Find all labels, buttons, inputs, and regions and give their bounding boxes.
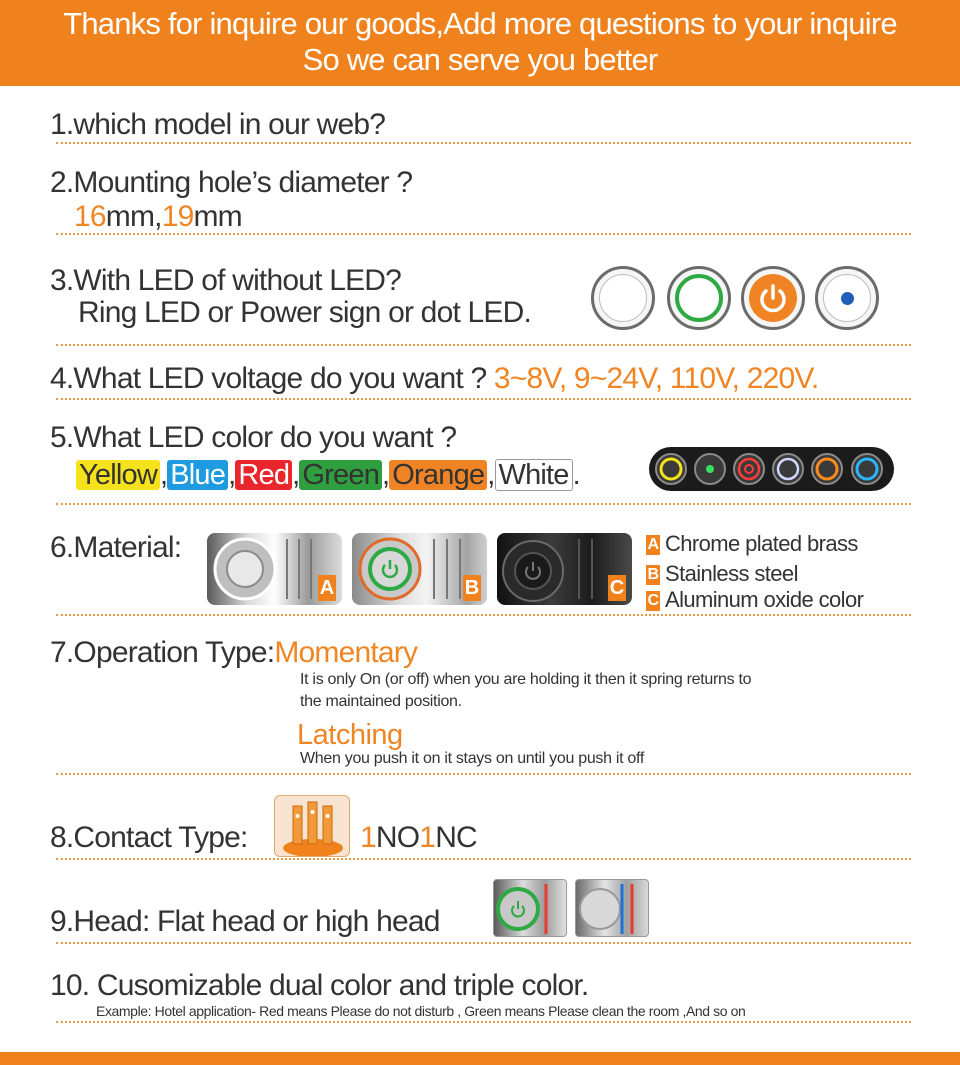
question-6: 6.Material:	[50, 531, 182, 564]
led-color-options	[76, 459, 580, 491]
latching-title: Latching	[297, 719, 403, 751]
divider	[56, 773, 911, 775]
nc-count: 1	[419, 821, 436, 854]
material-legend-a	[646, 531, 858, 557]
badge-a: A	[319, 577, 335, 599]
momentary-title: Momentary	[274, 636, 418, 669]
unit-1: mm,	[105, 200, 162, 233]
nc-label: NC	[435, 821, 477, 854]
no-count: 1	[360, 821, 376, 854]
color-white: White	[495, 459, 573, 491]
latching-description: When you push it on it stays on until you push it off	[300, 750, 645, 767]
flat-head-image	[493, 879, 567, 937]
high-head-image	[575, 879, 649, 937]
divider	[56, 503, 911, 505]
no-label: NO	[375, 821, 420, 854]
question-7-label: 7.Operation Type:	[50, 636, 275, 669]
color-yellow: Yellow	[76, 460, 160, 490]
color-orange: Orange	[389, 460, 487, 490]
question-4	[50, 364, 818, 394]
separator: ,	[159, 459, 168, 491]
separator: ,	[382, 459, 390, 491]
legend-letter-a: A	[647, 536, 659, 554]
material-legend-c	[646, 587, 863, 613]
legend-label-b: Stainless steel	[665, 561, 798, 586]
unit-2: mm	[193, 200, 242, 233]
led-color-samples-image	[649, 447, 894, 491]
color-green: Green	[299, 460, 382, 490]
divider	[56, 1021, 911, 1023]
badge-b: B	[464, 577, 480, 599]
size-19: 19	[161, 200, 194, 233]
footer-bar	[0, 1052, 960, 1065]
question-3-line-2: Ring LED or Power sign or dot LED.	[78, 296, 532, 329]
ring-led-icon	[667, 266, 731, 330]
color-blue: Blue	[167, 460, 228, 490]
momentary-description-2: the maintained position.	[300, 693, 462, 710]
material-b-image	[352, 533, 487, 605]
header-banner	[0, 0, 960, 86]
divider	[56, 942, 911, 944]
size-16: 16	[74, 200, 106, 233]
example-text: Example: Hotel application- Red means Please do not disturb , Green means Please clean the room ,And so on	[96, 1003, 746, 1019]
divider	[56, 142, 911, 144]
color-red: Red	[235, 460, 292, 490]
legend-label-c: Aluminum oxide color	[665, 587, 864, 612]
contact-terminals-image	[274, 795, 350, 857]
question-8: 8.Contact Type:	[50, 821, 248, 854]
legend-label-a: Chrome plated brass	[665, 531, 858, 556]
material-legend-b	[646, 561, 798, 587]
separator: ,	[292, 459, 300, 491]
separator: .	[572, 459, 580, 491]
question-7	[50, 638, 417, 668]
legend-letter-b: B	[647, 566, 659, 584]
separator: ,	[487, 459, 495, 491]
voltage-options: 3~8V, 9~24V, 110V, 220V.	[493, 362, 819, 395]
legend-letter-c: C	[647, 592, 659, 610]
divider	[56, 858, 911, 860]
material-a-image	[207, 533, 342, 605]
momentary-description-1: It is only On (or off) when you are holding it then it spring returns to	[300, 671, 752, 688]
material-c-image	[497, 533, 632, 605]
contact-type-value	[360, 823, 477, 853]
question-9: 9.Head: Flat head or high head	[50, 905, 440, 938]
no-led-icon	[591, 266, 655, 330]
question-3-line-1: 3.With LED of without LED?	[50, 264, 402, 297]
question-4-label: 4.What LED voltage do you want ?	[50, 362, 487, 395]
divider	[56, 233, 911, 235]
hole-diameters	[74, 202, 242, 232]
separator: ,	[228, 459, 236, 491]
divider	[56, 614, 911, 616]
divider	[56, 344, 911, 346]
question-1: 1.which model in our web?	[50, 108, 386, 141]
header-line-2: So we can serve you better	[302, 42, 658, 77]
power-sign-led-icon	[741, 266, 805, 330]
badge-c: C	[609, 577, 625, 599]
question-10: 10. Cusomizable dual color and triple color.	[50, 969, 589, 1002]
question-2: 2.Mounting hole’s diameter ?	[50, 166, 413, 199]
question-5: 5.What LED color do you want ?	[50, 421, 457, 454]
dot-led-icon	[815, 266, 879, 330]
header-line-1: Thanks for inquire our goods,Add more questions to your inquire	[63, 6, 897, 41]
divider	[56, 398, 911, 400]
